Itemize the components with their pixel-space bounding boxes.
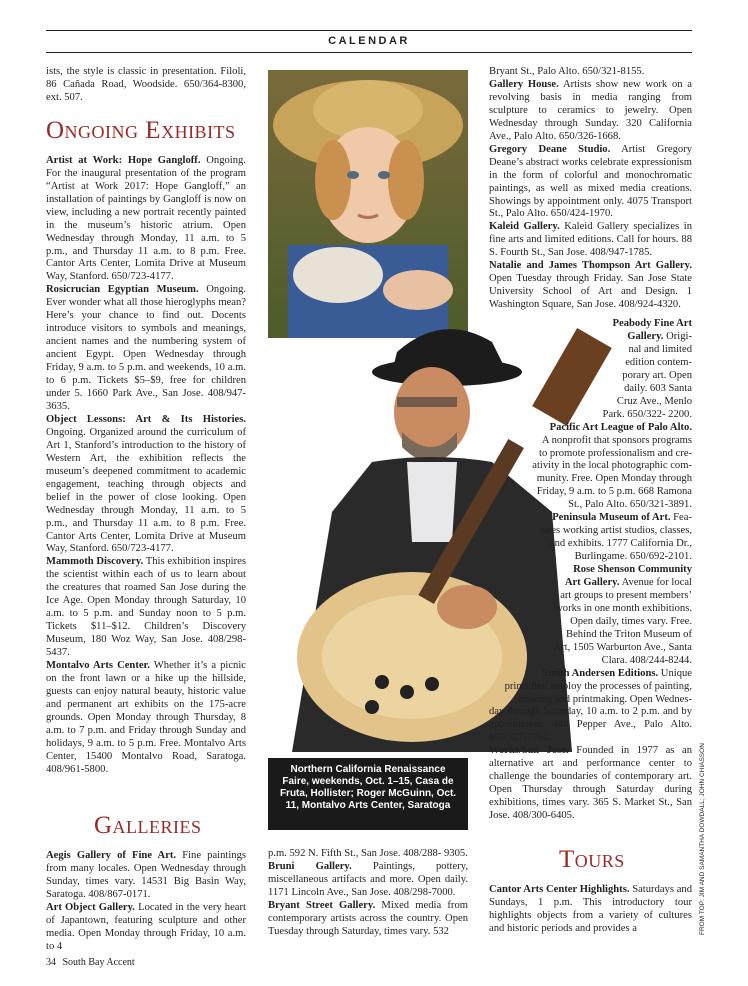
listing-entry <box>489 538 692 551</box>
listing-name: Aegis Gallery of Fine Art. <box>46 850 177 861</box>
listing-entry <box>489 642 692 655</box>
listing-text: Fea- <box>670 512 692 524</box>
listing-entry <box>489 668 692 681</box>
listing-text: Artist Gregory Deane’s abstract works celebrate expressionism in the form of colorful and monochromatic paintings, as well as mixed media creations. Showings by appointment only. 4075 Transport St., Palo Alto. 650/424-1970. <box>489 143 692 220</box>
listing-text: Fine paintings from many locales. Open Wednesday through Sunday, times vary. 14531 Big Basin Way, Saratoga. 408/867-0171. <box>46 850 246 900</box>
listing-entry <box>489 79 692 144</box>
listing-entry <box>489 344 692 357</box>
listing-name: Peninsula Museum of Art. <box>552 512 671 524</box>
listing-text: p.m. 592 N. Fifth St., San Jose. 408/288- 9305. <box>268 848 468 859</box>
listing-text: Paintings, pottery, miscellaneous artifacts and more. Open daily. 1171 Lincoln Ave., San Jose. 408/298-7000. <box>268 860 468 898</box>
photo-caption: Northern California Renaissance Faire, weekends, Oct. 1–15, Casa de Fruta, Hollister; Roger McGuinn, Oct. 11, Montalvo Arts Center, Saratoga <box>268 758 468 830</box>
page-footer <box>46 957 135 968</box>
listing-entry <box>489 260 692 312</box>
listing-entry <box>489 473 692 486</box>
listing-text: Ongoing. Organized around the curriculum of Art 1, Stanford’s introduction to the history of Western Art, the exhibition reflects the museum’s deepened commitment to academic engagement, teaching through objects and belief in the power of close looking. Open Wednesday through Monday, 11 a.m. to 5 p.m., and Thursday 11 a.m. to 8 p.m. Free. Cantor Arts Center, Lomita Drive at Museum Way, Stanford. 650/723-4177. <box>46 426 246 555</box>
listing-entry <box>489 318 692 331</box>
listing-text: Ongoing. For the inaugural presentation of the program “Artist at Work 2017: Hope Gangloff,” an installation of paintings by Gangloff is now on view, including a new portrait recently painted in the museum’s historic atrium. Open Wednesday through Monday, 11 a.m. to 5 p.m., and Thursday 11 a.m. to 8 p.m. Free. Cantor Arts Center, Lomita Drive at Museum Way, Stanford. 650/723-4177. <box>46 154 246 283</box>
listing-name: Gregory Deane Studio. <box>489 143 611 155</box>
listing-text: Bryant St., Palo Alto. 650/321-8155. <box>489 66 645 77</box>
listing-entry <box>46 850 246 902</box>
listing-text: nal and limited <box>628 343 692 355</box>
galleries-section <box>46 812 246 954</box>
listing-entry <box>268 900 468 939</box>
listing-name: Peabody Fine Art <box>612 318 692 329</box>
listing-name: Montalvo Arts Center. <box>46 660 150 672</box>
listing-entry <box>46 902 246 954</box>
listing-entry <box>489 331 692 344</box>
listing-entry <box>489 564 692 577</box>
listing-text: munity. Free. Open Monday through <box>536 473 692 485</box>
listing-entry <box>489 884 692 936</box>
listing-text: Mixed media from contemporary artists across the country. Open Tuesday through Saturday, times vary. 532 <box>268 899 468 937</box>
listing-name: Bryant Street Gallery. <box>268 899 376 911</box>
photo-credit: FROM TOP: JIM AND SAMANTHA DOWDALL; JOHN CHIASSON <box>699 743 706 935</box>
listing-entry <box>489 681 692 694</box>
listing-entry <box>489 422 692 435</box>
listing-entry <box>489 590 692 603</box>
listing-text: Open daily, times vary. Free. <box>570 615 692 627</box>
listing-entry <box>46 284 246 414</box>
listing-text: St., Palo Alto. 650/321-3891. <box>568 499 692 511</box>
listing-entry <box>489 525 692 538</box>
intro-text: ists, the style is classic in presentation. Filoli, 86 Cañada Road, Woodside. 650/364-8300, ext. 507. <box>46 66 246 103</box>
listing-text: Park. 650/322- 2200. <box>602 408 692 420</box>
listing-name: Artist at Work: Hope Gangloff. <box>46 154 201 166</box>
column-3-top <box>489 66 692 312</box>
header-rule-top <box>46 30 692 31</box>
listing-entry <box>489 460 692 473</box>
listing-entry <box>489 745 692 823</box>
listing-name: Rose Shenson Community <box>573 564 692 576</box>
listing-text: Founded in 1977 as an alternative art and performance center to challenge the boundaries of contemporary art. Open Thursday through Saturday during exhibitions, times vary. 365 S. Market St., San Jose. 408/300-6405. <box>489 744 693 821</box>
tours-section <box>489 846 692 936</box>
listing-text: porary art. Open <box>622 369 692 381</box>
listing-text: Ongoing. Ever wonder what all those hieroglyphs mean? Here’s your chance to find out. Docents introduce visitors to symbols and meanings, ancient names and the numbering system of ancient Egypt. Open Wednesday through Friday, 9 a.m. to 5 p.m. and weekends, 10 a.m. to 6 p.m. Tickets $5–$9, free for children under 5. 1660 Park Ave., San Jose. 408/947-3635. <box>46 284 247 412</box>
column-2 <box>268 848 468 939</box>
listing-entry <box>268 848 468 861</box>
listing-entry <box>489 706 692 745</box>
listing-text: A nonprofit that sponsors programs <box>541 434 692 446</box>
listing-text: drawing and printmaking. Open Wednes- <box>517 693 692 705</box>
listing-text: and exhibits. 1777 California Dr., <box>549 538 692 550</box>
listing-text: Origi- <box>663 330 692 342</box>
listing-text: day through Saturday, 10 a.m. to 2 p.m. and by appointment. 440 Pepper Ave., Palo Alto. 650/327-7762. <box>489 706 692 743</box>
listing-text: Unique <box>658 667 692 679</box>
listing-text: Clara. 408/244-8244. <box>601 654 692 666</box>
listing-entry <box>489 486 692 499</box>
listing-name: Rosicrucian Egyptian Museum. <box>46 284 199 296</box>
listing-name: Object Lessons: Art & Its Histories. <box>46 413 246 425</box>
listing-name: Mammoth Discovery. <box>46 556 144 568</box>
listing-entry <box>489 499 692 512</box>
listing-entry <box>489 577 692 590</box>
listing-text: Friday, 9 a.m. to 5 p.m. 668 Ramona <box>536 486 692 498</box>
listing-text: daily. 603 Santa <box>624 382 692 394</box>
listing-entry <box>46 556 246 660</box>
listing-name: Gallery House. <box>489 78 559 90</box>
header-rule-bottom <box>46 52 692 53</box>
listing-entry <box>489 435 692 448</box>
listing-text: Behind the Triton Museum of <box>566 628 692 640</box>
listing-entry <box>268 861 468 900</box>
listing-name: Art Object Gallery. <box>46 901 135 913</box>
listing-name: Bruni Gallery. <box>268 860 352 872</box>
listing-text: Burlingame. 650/692-2101. <box>574 551 692 563</box>
listing-entry <box>489 357 692 370</box>
listing-name: Gallery. <box>627 330 664 342</box>
listing-text: Located in the very heart of Japantown, featuring sculpture and other media. Open Monday through Friday, 10 a.m. to 4 <box>46 901 246 952</box>
listing-text: Artists show new work on a revolving basis in media ranging from sculpture to ceramics to jewelry. Open Wednesday through Sunday. 320 California Ave., Palo Alto. 650/326-1668. <box>489 78 692 142</box>
listing-text: Cruz Ave., Menlo <box>616 395 692 407</box>
listing-entry <box>489 512 692 525</box>
listing-text: ativity in the local photographic com- <box>532 460 692 472</box>
listing-entry <box>489 409 692 422</box>
photo-child-with-lamb <box>268 70 468 338</box>
listing-entry <box>489 616 692 629</box>
listing-name: Natalie and James Thompson Art Gallery. <box>489 260 692 272</box>
magazine-name: South Bay Accent <box>62 957 135 968</box>
listing-text: Whether it’s a picnic on the front lawn or a hike up the hillside, guests can enjoy natural beauty, historic value and permanent art exhibits on the 175-acre grounds. Open Monday through Thursday, 8 a.m. to 7 p.m. and Friday through Sunday and holidays, 9 a.m. to 5 p.m. Free. Montalvo Arts Center, 15400 Montalvo Road, Saratoga. 408/961-5800. <box>46 660 246 775</box>
listing-entry <box>46 660 246 777</box>
section-header: CALENDAR <box>328 35 410 47</box>
listing-name: Pacific Art League of Palo Alto. <box>549 421 692 433</box>
listing-name: Kaleid Gallery. <box>489 221 560 233</box>
listing-entry <box>489 221 692 260</box>
listing-entry <box>489 603 692 616</box>
column-1 <box>46 66 246 777</box>
tours-heading: Tours <box>559 846 625 873</box>
listing-name: Cantor Arts Center Highlights. <box>489 884 630 895</box>
listing-entry <box>489 144 692 222</box>
listing-text: Art, 1505 Warburton Ave., Santa <box>553 641 692 653</box>
listing-entry <box>489 448 692 461</box>
listing-text: Avenue for local <box>619 577 692 589</box>
column-3-bottom <box>489 706 692 823</box>
listing-text: prints that employ the processes of painting, <box>504 680 692 692</box>
listing-entry <box>489 383 692 396</box>
listing-text: edition contem- <box>625 356 692 368</box>
listing-entry <box>489 370 692 383</box>
listing-text: tures working artist studios, classes, <box>539 525 692 537</box>
listing-text: This exhibition inspires the scientist within each of us to learn about the creatures that roamed San Jose during the Ice Age. Open Monday through Saturday, 10 a.m. to 5 p.m. and Sunday noon to 5 p.m. Tickets $11–$12. Children’s Discovery Museum, 180 Woz Way, San Jose. 408/298-5437. <box>46 556 246 659</box>
listing-text: art groups to present members’ <box>560 590 692 602</box>
listing-entry <box>46 155 246 285</box>
listing-name: Works/San Jose. <box>489 744 569 756</box>
listing-entry <box>489 655 692 668</box>
column-3-wrap <box>489 318 692 707</box>
ongoing-exhibits-heading: Ongoing Exhibits <box>46 116 236 144</box>
listing-text: works in one month exhibitions. <box>555 602 692 614</box>
listing-text: Kaleid Gallery specializes in fine arts and limited editions. Call for hours. 88 S. Fourth St., San Jose. 408/947-1785. <box>489 221 692 259</box>
listing-name: Smith Andersen Editions. <box>542 667 659 679</box>
listing-text: Open Tuesday through Friday. San Jose State University School of Art and Design. 1 Washington Square, San Jose. 408/924-4320. <box>489 273 692 311</box>
listing-text: to promote professionalism and cre- <box>539 447 692 459</box>
page-number: 34 <box>46 957 56 968</box>
galleries-heading: Galleries <box>94 812 202 839</box>
listing-text: Saturdays and Sundays, 1 p.m. This introductory tour highlights objects from a variety of cultures and historic periods and provides a <box>489 884 692 934</box>
listing-entry <box>489 629 692 642</box>
listing-entry <box>46 414 246 556</box>
listing-entry <box>489 396 692 409</box>
listing-name: Art Gallery. <box>564 577 620 589</box>
listing-entry <box>489 551 692 564</box>
listing-entry <box>489 66 692 79</box>
listing-entry <box>489 694 692 707</box>
